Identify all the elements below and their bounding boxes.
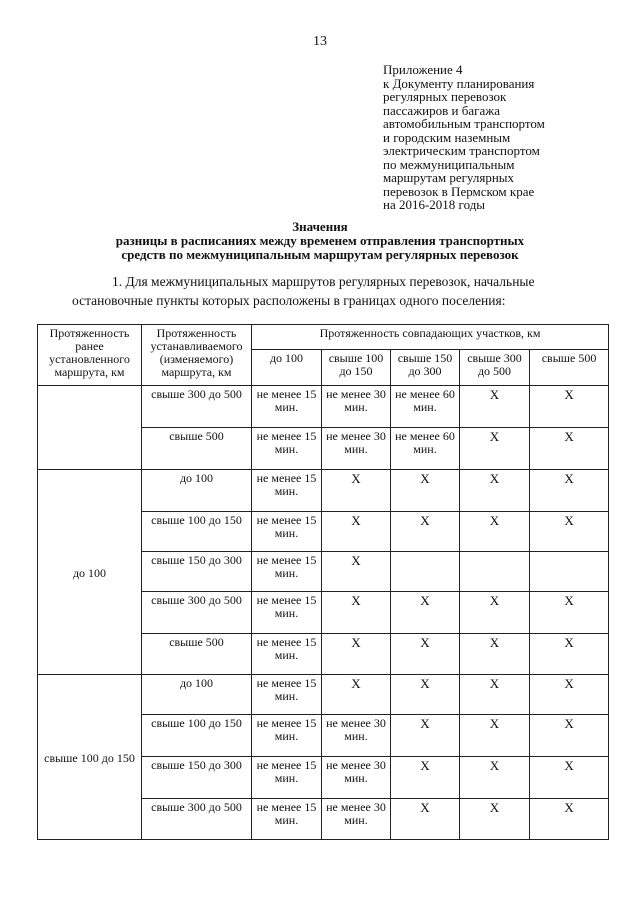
sub-header: свыше 150 до 300 [391,350,460,386]
value-cell: X [460,592,530,634]
document-heading [0,220,640,262]
table-row [38,386,609,428]
value-cell: X [460,757,530,799]
row-label-cell: свыше 100 до 150 [142,512,252,552]
value-cell: не менее 30 мин. [322,715,391,757]
row-label-cell: свыше 300 до 500 [142,592,252,634]
row-label-cell: свыше 300 до 500 [142,799,252,840]
value-cell: X [530,675,609,715]
schedule-difference-table [37,324,609,840]
value-cell: X [530,592,609,634]
value-cell: X [530,634,609,675]
appendix-line: и городским наземным [383,129,511,145]
value-cell: не менее 15 мин. [252,470,322,512]
table-row [38,675,609,715]
value-cell: X [530,470,609,512]
value-cell: не менее 30 мин. [322,428,391,470]
value-cell [460,552,530,592]
value-cell: X [460,470,530,512]
appendix-line: маршрутам регулярных [383,170,515,185]
value-cell: X [391,757,460,799]
value-cell: X [460,512,530,552]
value-cell: X [322,592,391,634]
value-cell: X [391,799,460,840]
value-cell: X [391,634,460,675]
value-cell: X [322,552,391,592]
value-cell: не менее 30 мин. [322,386,391,428]
value-cell: не менее 60 мин. [391,386,460,428]
value-cell: не менее 15 мин. [252,552,322,592]
value-cell: не менее 15 мин. [252,715,322,757]
value-cell: X [460,428,530,470]
appendix-line: автомобильным транспортом [383,116,545,131]
row-label-cell: свыше 300 до 500 [142,386,252,428]
group-label-cell: свыше 100 до 150 [38,675,142,840]
row-label-cell: свыше 150 до 300 [142,757,252,799]
value-cell: X [322,470,391,512]
value-cell: не менее 60 мин. [391,428,460,470]
value-cell: X [322,512,391,552]
row-label-cell: до 100 [142,675,252,715]
value-cell: не менее 15 мин. [252,428,322,470]
value-cell: не менее 15 мин. [252,634,322,675]
col-header-overlap-group: Протяженность совпадающих участков, км [252,325,609,350]
value-cell: не менее 15 мин. [252,799,322,840]
heading-line: средств по межмуниципальным маршрутам регулярных перевозок [121,247,519,262]
sub-header: свыше 300 до 500 [460,350,530,386]
value-cell: не менее 30 мин. [322,799,391,840]
value-cell: X [391,715,460,757]
intro-line-2: остановочные пункты которых расположены в границах одного поселения: [72,293,506,308]
table-row [38,470,609,512]
value-cell: не менее 30 мин. [322,757,391,799]
appendix-line: перевозок в Пермском крае [383,183,535,199]
sub-header: до 100 [252,350,322,386]
col-header-existing-route: Протяженность ранее установленного маршрута, км [38,325,142,386]
value-cell: X [391,512,460,552]
col-header-new-route: Протяженность устанавливаемого (изменяемого) маршрута, км [142,325,252,386]
value-cell: X [391,592,460,634]
row-label-cell: свыше 500 [142,428,252,470]
sub-header: свыше 500 [530,350,609,386]
appendix-line: Приложение 4 [383,62,463,77]
value-cell: не менее 15 мин. [252,386,322,428]
appendix-line: по межмуниципальным [383,156,515,172]
appendix-line: на 2016-2018 годы [383,197,486,212]
row-label-cell: свыше 100 до 150 [142,715,252,757]
value-cell: X [391,470,460,512]
heading-line: разницы в расписаниях между временем отправления транспортных [115,233,525,248]
value-cell: не менее 15 мин. [252,592,322,634]
value-cell [530,552,609,592]
value-cell: X [391,675,460,715]
page-number: 13 [313,34,327,49]
value-cell: X [530,512,609,552]
value-cell: X [460,799,530,840]
value-cell: не менее 15 мин. [252,675,322,715]
value-cell [391,552,460,592]
row-label-cell: свыше 500 [142,634,252,675]
value-cell: X [322,675,391,715]
row-label-cell: свыше 150 до 300 [142,552,252,592]
value-cell: не менее 15 мин. [252,757,322,799]
value-cell: X [322,634,391,675]
appendix-line: регулярных перевозок [383,89,507,104]
value-cell: X [530,715,609,757]
appendix-line: пассажиров и багажа [383,102,500,118]
value-cell: X [460,715,530,757]
value-cell: X [530,757,609,799]
sub-header: свыше 100 до 150 [322,350,391,386]
row-label-cell: до 100 [142,470,252,512]
heading-line: Значения [292,219,348,234]
group-label-cell: до 100 [38,470,142,675]
value-cell: X [530,799,609,840]
group-label-cell [38,386,142,470]
value-cell: X [460,675,530,715]
value-cell: не менее 15 мин. [252,512,322,552]
value-cell: X [530,386,609,428]
appendix-line: к Документу планирования [383,75,535,91]
value-cell: X [460,386,530,428]
value-cell: X [460,634,530,675]
value-cell: X [530,428,609,470]
appendix-block [383,63,545,212]
intro-line-1: 1. Для межмуниципальных маршрутов регулярных перевозок, начальные [112,274,535,289]
intro-paragraph [54,272,614,310]
appendix-line: электрическим транспортом [383,143,540,158]
